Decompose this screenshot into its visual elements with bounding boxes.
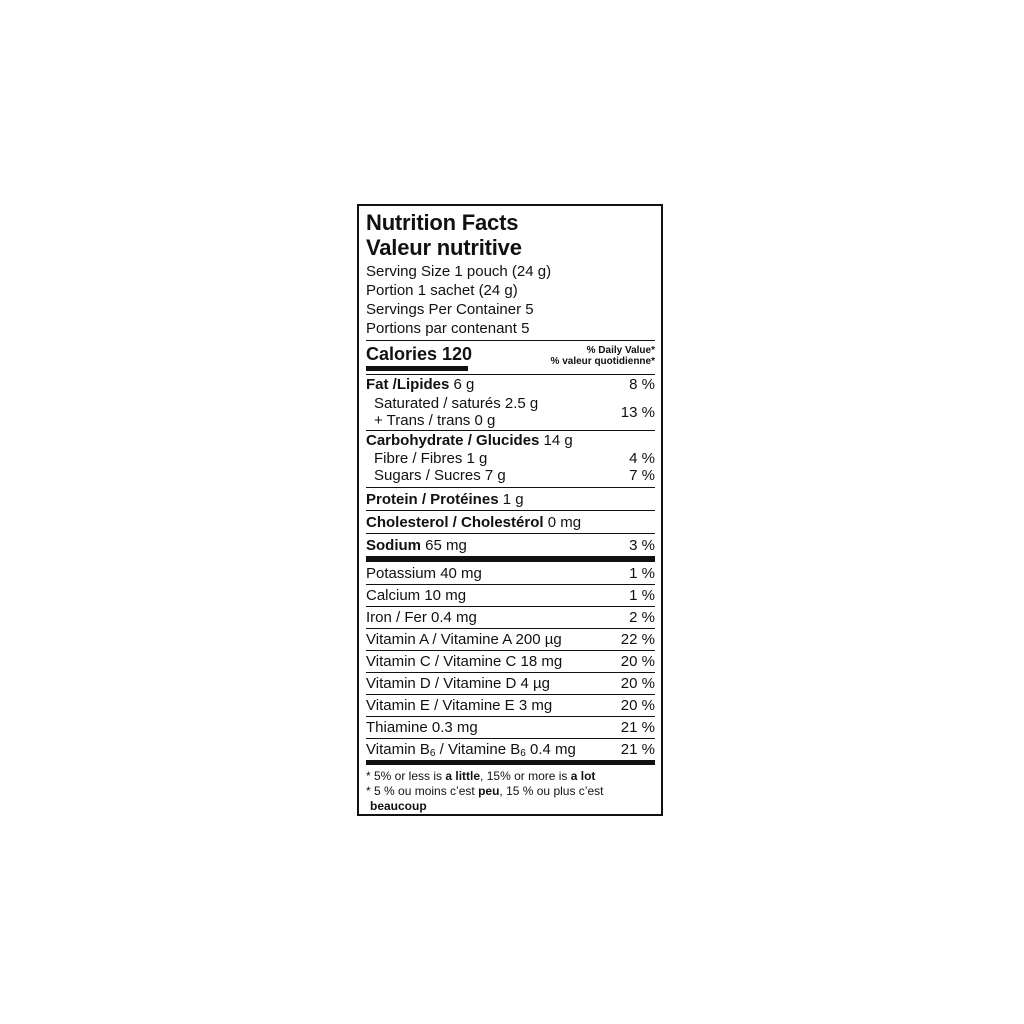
cholesterol-label: Cholesterol / Cholestérol [366,513,544,531]
carbohydrate-amount: 14 g [539,432,573,449]
servings-per-container-fr: Portions par contenant 5 [366,320,530,337]
nutrient-label: Vitamin E / Vitamine E 3 mg [366,697,553,714]
nutrient-pct: 20 % [620,653,655,670]
saturated-label: Saturated / saturés 2.5 g [374,395,539,412]
b6-label-part: Vitamin B [366,740,430,758]
fibre-label: Fibre / Fibres 1 g [374,450,488,467]
sugars-pct: 7 % [629,467,655,484]
serving-size-en: Serving Size 1 pouch (24 g) [366,263,552,280]
divider [366,340,655,341]
cholesterol-amount: 0 mg [543,513,582,531]
fibre-pct: 4 % [629,450,655,467]
footnote-bold: peu [478,784,500,798]
footnote [366,765,655,814]
title-en: Nutrition Facts [366,210,519,235]
daily-value-header-fr: % valeur quotidienne* [550,356,655,367]
carbohydrate-row [366,431,655,450]
serving-size-fr: Portion 1 sachet (24 g) [366,282,518,299]
protein-row [366,488,655,510]
nutrient-label: Vitamin A / Vitamine A 200 µg [366,631,562,648]
protein-amount: 1 g [498,490,524,508]
sodium-amount: 65 mg [421,536,467,554]
b6-subscript: 6 [520,747,526,759]
calories: Calories 120 [366,344,473,364]
footnote-bold: a lot [570,769,596,783]
sodium-row [366,534,655,556]
nutrient-pct: 20 % [620,697,655,714]
nutrient-row-vitamin-c [366,651,655,672]
nutrient-label-b6 [366,741,576,759]
nutrient-row-calcium [366,585,655,606]
nutrient-label: Calcium 10 mg [366,587,467,604]
nutrient-label: Vitamin C / Vitamine C 18 mg [366,653,563,670]
footnote-text: , 15 % ou plus c’est [499,784,604,798]
nutrient-pct: 22 % [620,631,655,648]
nutrient-row-thiamine [366,717,655,738]
fibre-row [366,450,655,467]
nutrient-label: Thiamine 0.3 mg [366,719,478,736]
fat-row [366,375,655,394]
nutrition-facts-table [357,204,663,816]
trans-label: + Trans / trans 0 g [374,412,496,429]
protein-label: Protein / Protéines [366,490,499,508]
nutrient-row-vitamin-d [366,673,655,694]
sugars-label: Sugars / Sucres 7 g [374,467,506,484]
nutrient-pct: 1 % [629,564,655,582]
daily-value-header-en: % Daily Value* [586,345,655,356]
fat-amount: 6 g [449,376,475,393]
nutrient-pct: 1 % [629,587,655,604]
nutrient-label: Iron / Fer 0.4 mg [366,609,477,626]
nutrient-row-iron [366,607,655,628]
fat-label: Fat /Lipides [366,376,450,393]
footnote-text: * 5 % ou moins c’est [366,784,479,798]
nutrient-row-vitamin-a [366,629,655,650]
saturated-pct: 13 % [620,403,655,421]
nutrient-label: Vitamin D / Vitamine D 4 µg [366,675,550,692]
footnote-en [366,769,655,784]
nutrient-row-vitamin-b6 [366,739,655,760]
nutrient-row-vitamin-e [366,695,655,716]
footnote-text: , 15% or more is [480,769,571,783]
nutrient-pct: 21 % [620,741,655,758]
fat-pct: 8 % [629,376,655,393]
sodium-pct: 3 % [629,536,655,554]
calories-row [366,344,655,371]
nutrient-pct: 20 % [620,675,655,692]
nutrient-pct: 21 % [620,719,655,736]
b6-subscript: 6 [429,747,436,759]
nutrient-pct: 2 % [629,609,655,626]
footnote-fr [366,784,655,799]
calories-bar [366,366,468,371]
sodium-label: Sodium [366,536,421,554]
sugars-row [366,467,655,484]
footnote-bold: beaucoup [370,799,427,813]
saturated-trans-row [366,394,655,430]
b6-amount: 0.4 mg [525,740,576,758]
carbohydrate-label: Carbohydrate / Glucides [366,432,540,449]
footnote-bold: a little [445,769,481,783]
cholesterol-row [366,511,655,533]
b6-label-part: / Vitamine B [435,740,521,758]
title-fr: Valeur nutritive [366,235,522,260]
servings-per-container-en: Servings Per Container 5 [366,301,534,318]
footnote-text: * 5% or less is [366,769,446,783]
nutrient-row-potassium [366,562,655,584]
nutrient-label: Potassium 40 mg [366,564,482,582]
